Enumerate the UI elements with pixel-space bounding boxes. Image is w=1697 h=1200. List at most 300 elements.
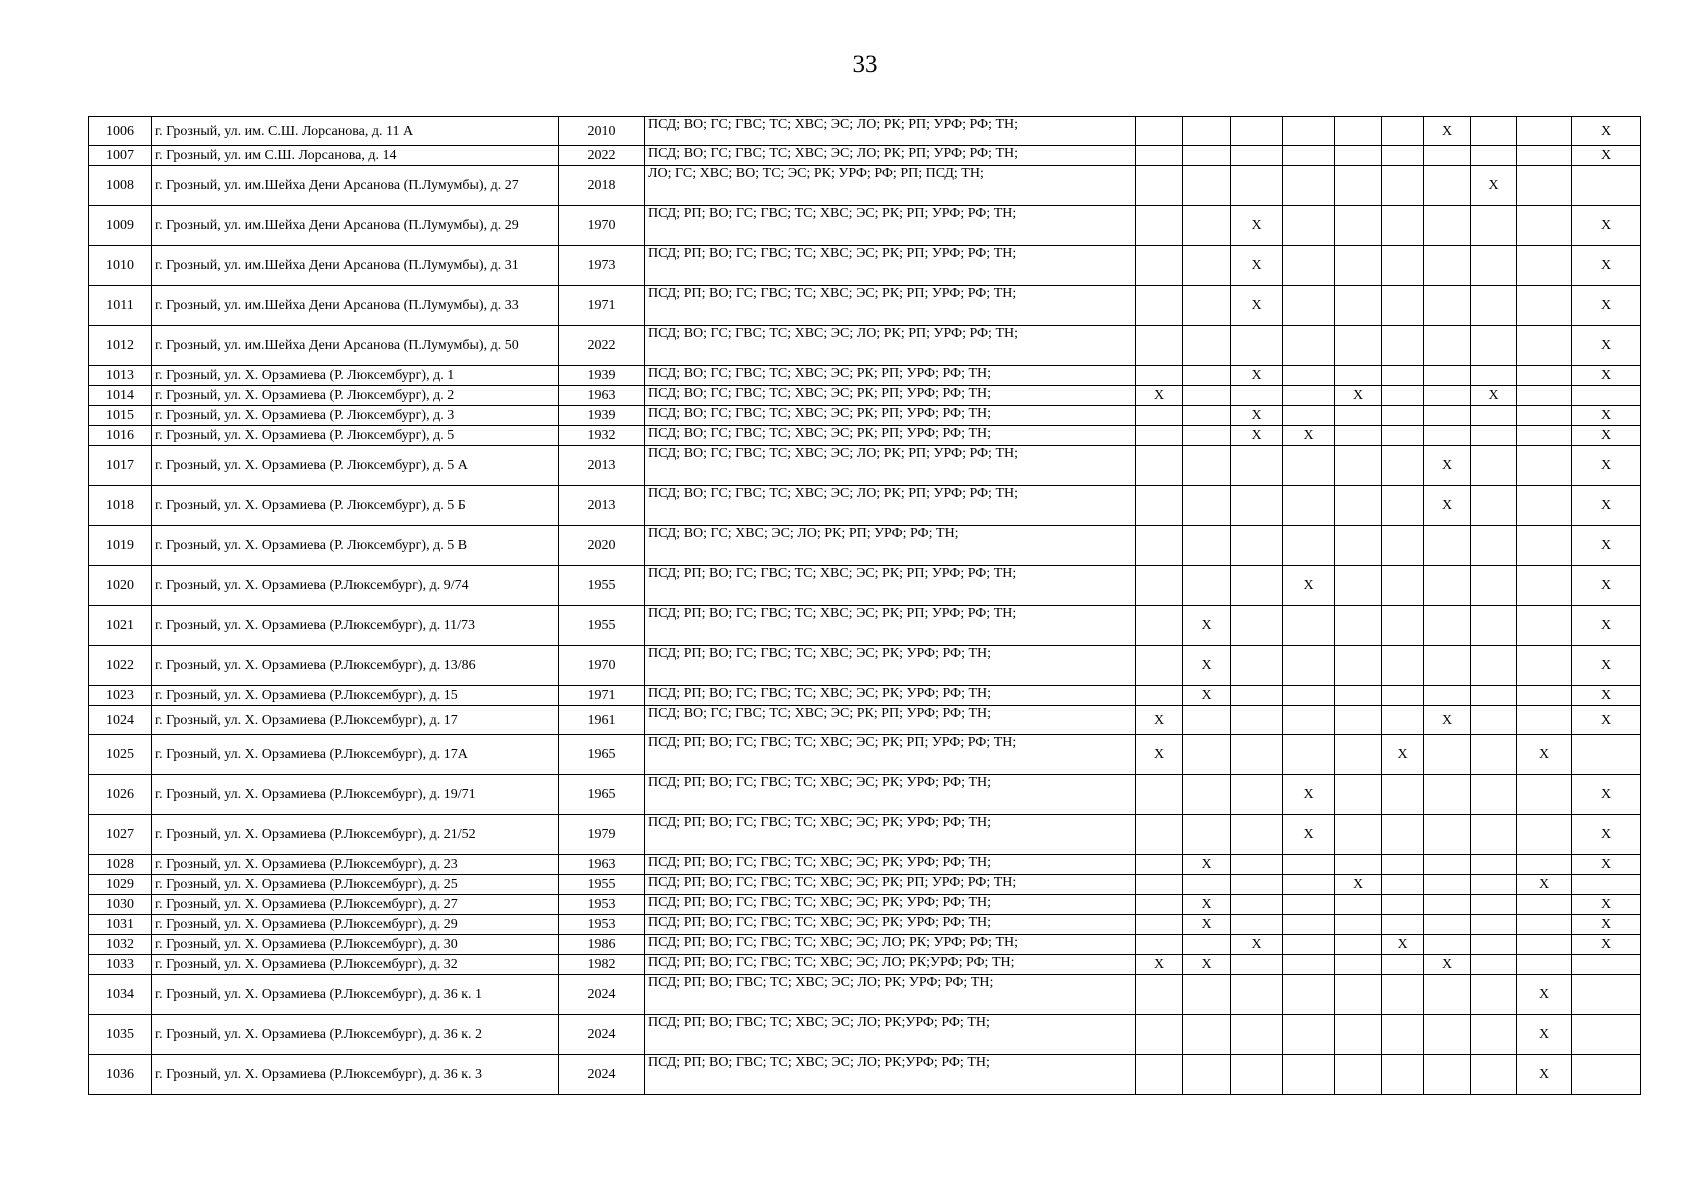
mark-cell: X: [1424, 446, 1471, 486]
mark-cell: [1382, 146, 1424, 166]
services-cell: ПСД; РП; ВО; ГС; ГВС; ТС; ХВС; ЭС; РК; РП; УРФ; РФ; ТН;: [645, 246, 1136, 286]
services-cell: ПСД; РП; ВО; ГС; ГВС; ТС; ХВС; ЭС; РК; РП; УРФ; РФ; ТН;: [645, 606, 1136, 646]
mark-cell: [1183, 366, 1231, 386]
mark-cell: X: [1424, 955, 1471, 975]
mark-cell: X: [1517, 1055, 1572, 1095]
row-number-cell: 1036: [89, 1055, 152, 1095]
table-row: [89, 775, 1641, 815]
mark-cell: [1283, 895, 1335, 915]
mark-cell: [1382, 386, 1424, 406]
table-row: [89, 915, 1641, 935]
services-cell: ПСД; РП; ВО; ГС; ГВС; ТС; ХВС; ЭС; РК; УРФ; РФ; ТН;: [645, 686, 1136, 706]
address-cell: г. Грозный, ул. Х. Орзамиева (Р.Люксембург), д. 9/74: [152, 566, 559, 606]
row-number-cell: 1035: [89, 1015, 152, 1055]
mark-cell: [1136, 146, 1183, 166]
table-row: [89, 815, 1641, 855]
mark-cell: [1471, 426, 1517, 446]
services-cell: ПСД; ВО; ГС; ГВС; ТС; ХВС; ЭС; ЛО; РК; РП; УРФ; РФ; ТН;: [645, 117, 1136, 146]
address-cell: г. Грозный, ул. Х. Орзамиева (Р.Люксембург), д. 23: [152, 855, 559, 875]
mark-cell: [1517, 955, 1572, 975]
mark-cell: X: [1136, 955, 1183, 975]
mark-cell: [1335, 326, 1382, 366]
mark-cell: [1183, 246, 1231, 286]
address-cell: г. Грозный, ул. Х. Орзамиева (Р.Люксембург), д. 36 к. 3: [152, 1055, 559, 1095]
address-cell: г. Грозный, ул. Х. Орзамиева (Р. Люксембург), д. 1: [152, 366, 559, 386]
mark-cell: [1335, 935, 1382, 955]
mark-cell: [1517, 706, 1572, 735]
mark-cell: [1183, 166, 1231, 206]
mark-cell: [1283, 166, 1335, 206]
table-row: [89, 366, 1641, 386]
services-cell: ПСД; ВО; ГС; ГВС; ТС; ХВС; ЭС; РК; РП; УРФ; РФ; ТН;: [645, 406, 1136, 426]
mark-cell: X: [1572, 426, 1641, 446]
row-number-cell: 1031: [89, 915, 152, 935]
mark-cell: [1183, 706, 1231, 735]
mark-cell: [1572, 875, 1641, 895]
year-cell: 1965: [559, 735, 645, 775]
year-cell: 1963: [559, 855, 645, 875]
mark-cell: [1283, 286, 1335, 326]
address-cell: г. Грозный, ул. Х. Орзамиева (Р.Люксембург), д. 25: [152, 875, 559, 895]
mark-cell: [1424, 526, 1471, 566]
mark-cell: [1231, 955, 1283, 975]
mark-cell: [1382, 117, 1424, 146]
mark-cell: [1136, 566, 1183, 606]
mark-cell: [1517, 446, 1572, 486]
row-number-cell: 1026: [89, 775, 152, 815]
mark-cell: [1471, 875, 1517, 895]
mark-cell: [1335, 406, 1382, 426]
mark-cell: [1283, 206, 1335, 246]
address-cell: г. Грозный, ул. им.Шейха Дени Арсанова (П.Лумумбы), д. 31: [152, 246, 559, 286]
mark-cell: [1136, 1015, 1183, 1055]
address-cell: г. Грозный, ул. Х. Орзамиева (Р.Люксембург), д. 29: [152, 915, 559, 935]
year-cell: 1971: [559, 686, 645, 706]
mark-cell: [1382, 206, 1424, 246]
address-cell: г. Грозный, ул. Х. Орзамиева (Р.Люксембург), д. 17А: [152, 735, 559, 775]
year-cell: 2022: [559, 146, 645, 166]
services-cell: ПСД; РП; ВО; ГС; ГВС; ТС; ХВС; ЭС; РК; УРФ; РФ; ТН;: [645, 815, 1136, 855]
mark-cell: [1183, 426, 1231, 446]
mark-cell: [1382, 366, 1424, 386]
mark-cell: X: [1424, 706, 1471, 735]
mark-cell: [1231, 706, 1283, 735]
table-row: [89, 426, 1641, 446]
mark-cell: [1335, 915, 1382, 935]
mark-cell: [1517, 935, 1572, 955]
mark-cell: [1471, 326, 1517, 366]
address-cell: г. Грозный, ул. Х. Орзамиева (Р. Люксембург), д. 5: [152, 426, 559, 446]
row-number-cell: 1028: [89, 855, 152, 875]
mark-cell: X: [1572, 566, 1641, 606]
mark-cell: [1183, 935, 1231, 955]
mark-cell: [1335, 246, 1382, 286]
mark-cell: [1424, 166, 1471, 206]
mark-cell: [1231, 1015, 1283, 1055]
mark-cell: [1572, 166, 1641, 206]
mark-cell: [1283, 526, 1335, 566]
mark-cell: [1231, 735, 1283, 775]
mark-cell: [1517, 566, 1572, 606]
mark-cell: [1424, 895, 1471, 915]
address-cell: г. Грозный, ул. Х. Орзамиева (Р.Люксембург), д. 36 к. 2: [152, 1015, 559, 1055]
mark-cell: [1471, 915, 1517, 935]
mark-cell: [1382, 855, 1424, 875]
mark-cell: [1283, 486, 1335, 526]
mark-cell: [1283, 1055, 1335, 1095]
mark-cell: [1183, 1015, 1231, 1055]
table-row: [89, 406, 1641, 426]
mark-cell: [1335, 815, 1382, 855]
mark-cell: X: [1183, 915, 1231, 935]
mark-cell: [1136, 446, 1183, 486]
year-cell: 1982: [559, 955, 645, 975]
mark-cell: [1335, 895, 1382, 915]
mark-cell: [1471, 815, 1517, 855]
mark-cell: X: [1517, 975, 1572, 1015]
mark-cell: [1517, 286, 1572, 326]
mark-cell: [1471, 606, 1517, 646]
mark-cell: [1231, 775, 1283, 815]
services-cell: ПСД; ВО; ГС; ГВС; ТС; ХВС; ЭС; РК; РП; УРФ; РФ; ТН;: [645, 386, 1136, 406]
mark-cell: [1183, 446, 1231, 486]
mark-cell: [1283, 117, 1335, 146]
row-number-cell: 1022: [89, 646, 152, 686]
mark-cell: X: [1382, 935, 1424, 955]
services-cell: ПСД; ВО; ГС; ГВС; ТС; ХВС; ЭС; ЛО; РК; РП; УРФ; РФ; ТН;: [645, 446, 1136, 486]
mark-cell: [1136, 915, 1183, 935]
mark-cell: [1471, 526, 1517, 566]
table-row: [89, 606, 1641, 646]
table-row: [89, 146, 1641, 166]
table-row: [89, 875, 1641, 895]
mark-cell: [1231, 1055, 1283, 1095]
mark-cell: [1283, 855, 1335, 875]
mark-cell: [1572, 1015, 1641, 1055]
mark-cell: [1382, 486, 1424, 526]
services-cell: ПСД; РП; ВО; ГС; ГВС; ТС; ХВС; ЭС; РК; РП; УРФ; РФ; ТН;: [645, 566, 1136, 606]
mark-cell: [1335, 117, 1382, 146]
mark-cell: X: [1335, 875, 1382, 895]
mark-cell: [1231, 875, 1283, 895]
mark-cell: [1382, 246, 1424, 286]
row-number-cell: 1010: [89, 246, 152, 286]
mark-cell: [1382, 406, 1424, 426]
year-cell: 1970: [559, 206, 645, 246]
table-row: [89, 1015, 1641, 1055]
services-cell: ПСД; РП; ВО; ГС; ГВС; ТС; ХВС; ЭС; ЛО; РК; УРФ; РФ; ТН;: [645, 935, 1136, 955]
mark-cell: X: [1572, 935, 1641, 955]
mark-cell: [1471, 975, 1517, 1015]
table-row: [89, 735, 1641, 775]
housing-registry-table: [88, 116, 1641, 1095]
row-number-cell: 1033: [89, 955, 152, 975]
address-cell: г. Грозный, ул. им.Шейха Дени Арсанова (П.Лумумбы), д. 27: [152, 166, 559, 206]
mark-cell: X: [1572, 246, 1641, 286]
mark-cell: [1335, 686, 1382, 706]
table-row: [89, 1055, 1641, 1095]
mark-cell: [1382, 166, 1424, 206]
row-number-cell: 1019: [89, 526, 152, 566]
mark-cell: [1283, 706, 1335, 735]
mark-cell: [1517, 246, 1572, 286]
mark-cell: [1382, 775, 1424, 815]
table-row: [89, 686, 1641, 706]
mark-cell: [1471, 566, 1517, 606]
mark-cell: X: [1572, 206, 1641, 246]
mark-cell: [1335, 426, 1382, 446]
mark-cell: [1471, 366, 1517, 386]
mark-cell: [1382, 955, 1424, 975]
mark-cell: [1471, 1015, 1517, 1055]
address-cell: г. Грозный, ул. Х. Орзамиева (Р. Люксембург), д. 3: [152, 406, 559, 426]
services-cell: ЛО; ГС; ХВС; ВО; ТС; ЭС; РК; УРФ; РФ; РП; ПСД; ТН;: [645, 166, 1136, 206]
mark-cell: [1335, 486, 1382, 526]
mark-cell: [1183, 117, 1231, 146]
mark-cell: X: [1572, 486, 1641, 526]
mark-cell: [1231, 895, 1283, 915]
table-row: [89, 895, 1641, 915]
mark-cell: X: [1471, 166, 1517, 206]
year-cell: 1955: [559, 566, 645, 606]
year-cell: 1961: [559, 706, 645, 735]
mark-cell: [1136, 166, 1183, 206]
year-cell: 1965: [559, 775, 645, 815]
mark-cell: [1283, 406, 1335, 426]
mark-cell: [1283, 955, 1335, 975]
mark-cell: X: [1335, 386, 1382, 406]
mark-cell: X: [1572, 366, 1641, 386]
registry-body: [89, 117, 1641, 1095]
table-row: [89, 566, 1641, 606]
mark-cell: [1283, 915, 1335, 935]
mark-cell: [1136, 117, 1183, 146]
mark-cell: [1231, 815, 1283, 855]
year-cell: 1970: [559, 646, 645, 686]
mark-cell: X: [1572, 646, 1641, 686]
mark-cell: X: [1231, 426, 1283, 446]
row-number-cell: 1016: [89, 426, 152, 446]
mark-cell: [1335, 566, 1382, 606]
mark-cell: [1517, 815, 1572, 855]
mark-cell: [1183, 486, 1231, 526]
mark-cell: [1382, 915, 1424, 935]
mark-cell: [1335, 1015, 1382, 1055]
mark-cell: [1572, 735, 1641, 775]
mark-cell: [1335, 366, 1382, 386]
mark-cell: X: [1572, 286, 1641, 326]
mark-cell: X: [1572, 706, 1641, 735]
mark-cell: [1517, 117, 1572, 146]
row-number-cell: 1020: [89, 566, 152, 606]
year-cell: 1979: [559, 815, 645, 855]
mark-cell: [1471, 855, 1517, 875]
table-row: [89, 975, 1641, 1015]
row-number-cell: 1013: [89, 366, 152, 386]
mark-cell: [1382, 895, 1424, 915]
row-number-cell: 1018: [89, 486, 152, 526]
row-number-cell: 1029: [89, 875, 152, 895]
mark-cell: X: [1382, 735, 1424, 775]
mark-cell: [1517, 855, 1572, 875]
mark-cell: [1382, 706, 1424, 735]
mark-cell: [1382, 1015, 1424, 1055]
mark-cell: [1231, 915, 1283, 935]
mark-cell: [1183, 975, 1231, 1015]
mark-cell: X: [1283, 775, 1335, 815]
mark-cell: [1517, 206, 1572, 246]
mark-cell: [1424, 206, 1471, 246]
table-row: [89, 326, 1641, 366]
mark-cell: [1382, 975, 1424, 1015]
address-cell: г. Грозный, ул. Х. Орзамиева (Р.Люксембург), д. 30: [152, 935, 559, 955]
mark-cell: [1183, 206, 1231, 246]
mark-cell: [1283, 446, 1335, 486]
mark-cell: [1283, 386, 1335, 406]
mark-cell: X: [1572, 526, 1641, 566]
mark-cell: [1424, 975, 1471, 1015]
mark-cell: [1382, 426, 1424, 446]
mark-cell: [1517, 775, 1572, 815]
mark-cell: [1335, 975, 1382, 1015]
mark-cell: [1283, 326, 1335, 366]
mark-cell: [1183, 775, 1231, 815]
mark-cell: [1231, 386, 1283, 406]
mark-cell: X: [1517, 875, 1572, 895]
mark-cell: [1335, 955, 1382, 975]
mark-cell: [1382, 815, 1424, 855]
mark-cell: [1424, 775, 1471, 815]
mark-cell: [1517, 486, 1572, 526]
row-number-cell: 1025: [89, 735, 152, 775]
table-row: [89, 166, 1641, 206]
mark-cell: [1424, 326, 1471, 366]
address-cell: г. Грозный, ул. Х. Орзамиева (Р.Люксембург), д. 32: [152, 955, 559, 975]
row-number-cell: 1021: [89, 606, 152, 646]
table-row: [89, 706, 1641, 735]
mark-cell: [1136, 646, 1183, 686]
mark-cell: [1335, 1055, 1382, 1095]
mark-cell: X: [1136, 386, 1183, 406]
mark-cell: [1136, 815, 1183, 855]
mark-cell: [1471, 646, 1517, 686]
mark-cell: [1183, 815, 1231, 855]
mark-cell: X: [1572, 326, 1641, 366]
mark-cell: X: [1572, 117, 1641, 146]
mark-cell: [1183, 875, 1231, 895]
mark-cell: X: [1231, 246, 1283, 286]
mark-cell: [1471, 446, 1517, 486]
mark-cell: X: [1183, 606, 1231, 646]
year-cell: 1939: [559, 366, 645, 386]
mark-cell: [1424, 406, 1471, 426]
mark-cell: [1382, 526, 1424, 566]
mark-cell: [1382, 606, 1424, 646]
address-cell: г. Грозный, ул. Х. Орзамиева (Р.Люксембург), д. 13/86: [152, 646, 559, 686]
mark-cell: [1517, 426, 1572, 446]
row-number-cell: 1024: [89, 706, 152, 735]
address-cell: г. Грозный, ул. Х. Орзамиева (Р. Люксембург), д. 5 Б: [152, 486, 559, 526]
mark-cell: [1231, 606, 1283, 646]
year-cell: 1955: [559, 875, 645, 895]
mark-cell: [1517, 166, 1572, 206]
table-row: [89, 117, 1641, 146]
row-number-cell: 1009: [89, 206, 152, 246]
mark-cell: X: [1424, 486, 1471, 526]
mark-cell: [1335, 166, 1382, 206]
mark-cell: [1335, 646, 1382, 686]
mark-cell: [1335, 606, 1382, 646]
services-cell: ПСД; РП; ВО; ГС; ГВС; ТС; ХВС; ЭС; РК; УРФ; РФ; ТН;: [645, 646, 1136, 686]
services-cell: ПСД; РП; ВО; ГС; ГВС; ТС; ХВС; ЭС; РК; УРФ; РФ; ТН;: [645, 915, 1136, 935]
services-cell: ПСД; ВО; ГС; ГВС; ТС; ХВС; ЭС; РК; РП; УРФ; РФ; ТН;: [645, 366, 1136, 386]
mark-cell: [1471, 246, 1517, 286]
mark-cell: [1283, 935, 1335, 955]
year-cell: 2024: [559, 975, 645, 1015]
mark-cell: X: [1572, 446, 1641, 486]
mark-cell: [1283, 975, 1335, 1015]
mark-cell: [1424, 1015, 1471, 1055]
services-cell: ПСД; ВО; ГС; ХВС; ЭС; ЛО; РК; РП; УРФ; РФ; ТН;: [645, 526, 1136, 566]
mark-cell: X: [1183, 855, 1231, 875]
address-cell: г. Грозный, ул. Х. Орзамиева (Р.Люксембург), д. 17: [152, 706, 559, 735]
mark-cell: [1136, 406, 1183, 426]
mark-cell: [1517, 895, 1572, 915]
mark-cell: [1424, 606, 1471, 646]
mark-cell: [1136, 606, 1183, 646]
year-cell: 1986: [559, 935, 645, 955]
services-cell: ПСД; РП; ВО; ГС; ГВС; ТС; ХВС; ЭС; РК; РП; УРФ; РФ; ТН;: [645, 735, 1136, 775]
mark-cell: [1136, 855, 1183, 875]
mark-cell: [1424, 915, 1471, 935]
mark-cell: [1231, 526, 1283, 566]
table-row: [89, 526, 1641, 566]
mark-cell: [1283, 366, 1335, 386]
address-cell: г. Грозный, ул. им.Шейха Дени Арсанова (П.Лумумбы), д. 33: [152, 286, 559, 326]
year-cell: 1953: [559, 895, 645, 915]
mark-cell: [1424, 686, 1471, 706]
mark-cell: [1335, 146, 1382, 166]
mark-cell: X: [1572, 406, 1641, 426]
address-cell: г. Грозный, ул. Х. Орзамиева (Р.Люксембург), д. 19/71: [152, 775, 559, 815]
mark-cell: [1424, 366, 1471, 386]
mark-cell: X: [1231, 206, 1283, 246]
services-cell: ПСД; РП; ВО; ГС; ГВС; ТС; ХВС; ЭС; РК; РП; УРФ; РФ; ТН;: [645, 206, 1136, 246]
mark-cell: X: [1517, 1015, 1572, 1055]
mark-cell: [1183, 146, 1231, 166]
year-cell: 2022: [559, 326, 645, 366]
mark-cell: [1283, 246, 1335, 286]
mark-cell: [1231, 166, 1283, 206]
mark-cell: [1183, 386, 1231, 406]
row-number-cell: 1011: [89, 286, 152, 326]
mark-cell: X: [1517, 735, 1572, 775]
mark-cell: [1136, 206, 1183, 246]
address-cell: г. Грозный, ул. им.Шейха Дени Арсанова (П.Лумумбы), д. 29: [152, 206, 559, 246]
mark-cell: [1471, 146, 1517, 166]
mark-cell: [1283, 686, 1335, 706]
year-cell: 2013: [559, 486, 645, 526]
row-number-cell: 1015: [89, 406, 152, 426]
mark-cell: [1136, 286, 1183, 326]
row-number-cell: 1027: [89, 815, 152, 855]
row-number-cell: 1007: [89, 146, 152, 166]
mark-cell: [1517, 326, 1572, 366]
mark-cell: [1231, 975, 1283, 1015]
mark-cell: [1335, 446, 1382, 486]
year-cell: 2024: [559, 1015, 645, 1055]
mark-cell: [1471, 486, 1517, 526]
